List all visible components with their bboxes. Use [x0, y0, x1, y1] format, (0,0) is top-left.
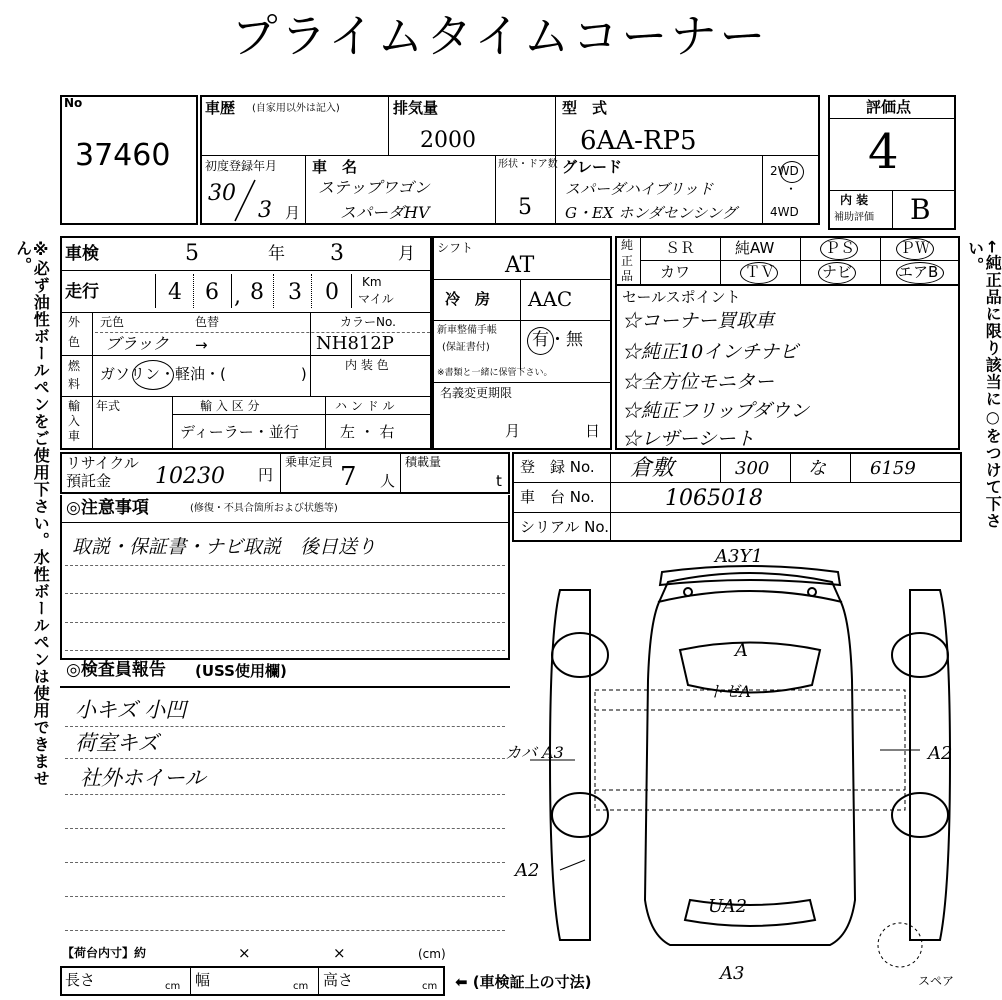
drive-4wd: 4WD — [770, 205, 799, 219]
interior-value: B — [910, 193, 931, 226]
cargo-note: ⬅ (車検証上の寸法) — [455, 973, 592, 991]
cargo-height-label: 高さ — [323, 971, 354, 989]
new-car-note: ※書類と一緒に保管下さい。 — [437, 368, 553, 378]
load-unit: t — [496, 472, 502, 490]
score-label: 評価点 — [866, 98, 912, 116]
cargo-x1: × — [238, 944, 251, 962]
doors-label: 形状・ドア数 — [498, 159, 558, 170]
inspection-month: 3 — [330, 241, 344, 266]
chassis-label: 車 台 No. — [520, 488, 595, 506]
car-name-line2: スパーダHV — [340, 203, 430, 222]
model-value: 6AA-RP5 — [580, 126, 697, 156]
inspector-line-3: 社外ホイール — [80, 766, 206, 790]
mark-rear-bumper: A3 — [720, 963, 745, 984]
capacity-unit: 人 — [380, 472, 396, 490]
serial-label: シリアル No. — [520, 518, 610, 536]
recycle-label-1: リサイクル — [66, 454, 139, 472]
import-class-label: 輸 入 区 分 — [200, 399, 260, 413]
cargo-label: 【荷台内寸】約 — [62, 946, 147, 960]
equip-sr: ＳＲ — [665, 239, 696, 257]
import-label-1: 輸 — [68, 399, 81, 413]
interior-color-label: 内 装 色 — [345, 358, 389, 372]
equip-pw-circle — [896, 238, 934, 260]
equip-aw: 純AW — [735, 239, 775, 257]
equip-label-1: 純 — [621, 238, 634, 252]
capacity-label: 乗車定員 — [285, 455, 334, 469]
inspector-label: ◎検査員報告 — [66, 660, 166, 680]
name-change-day: 日 — [585, 422, 601, 440]
color-arrow: → — [195, 336, 208, 354]
mark-rear: UA2 — [708, 896, 748, 917]
recycle-value: 10230 — [155, 464, 225, 489]
equip-navi: ナビ — [822, 263, 853, 281]
mark-bonnet: A — [735, 640, 748, 661]
inspection-month-unit: 月 — [398, 244, 415, 264]
sales-points-label: セールスポイント — [622, 288, 741, 306]
model-label: 型 式 — [562, 99, 608, 117]
new-car-sub: (保証書付) — [442, 342, 490, 353]
import-year-label: 年式 — [96, 399, 121, 413]
grade-line2: G・EX ホンダセンシング — [565, 204, 737, 222]
equip-leather: カワ — [660, 263, 691, 281]
spare-label: スペア — [918, 974, 955, 988]
grade-label: グレード — [562, 158, 623, 176]
capacity-value: 7 — [340, 462, 357, 492]
import-label-2: 入 — [68, 414, 81, 428]
mileage-digit-2: 6 — [205, 280, 219, 305]
history-label: 車歴 — [205, 99, 236, 117]
mark-right-side: A2 — [928, 743, 953, 764]
mileage-digit-1: 4 — [168, 280, 182, 305]
right-side-note: ←純正品に限り該当に○をつけて下さい。 — [965, 240, 1002, 530]
sales-point-4: ☆純正フリップダウン — [622, 400, 810, 422]
doors-value: 5 — [518, 195, 532, 220]
aircon-label: 冷 房 — [445, 290, 491, 308]
lot-number: 37460 — [75, 138, 171, 173]
handle-value: 左 ・ 右 — [340, 423, 395, 441]
score-value: 4 — [868, 124, 899, 180]
page-title: プライムタイムコーナー — [231, 9, 769, 63]
load-label: 積載量 — [405, 455, 442, 469]
shift-value: AT — [505, 253, 535, 278]
exterior-label-1: 外 — [68, 315, 81, 329]
first-reg-month-unit: 月 — [285, 204, 301, 222]
left-side-note: ※必ず油性ボールペンをご使用下さい。水性ボールペンは使用できません。 — [13, 240, 51, 787]
inspection-year-unit: 年 — [268, 244, 285, 264]
equip-airbag-circle — [896, 262, 944, 284]
chassis-value: 1065018 — [665, 486, 763, 511]
equip-ps: ＰＳ — [825, 239, 856, 257]
mileage-comma: , — [234, 284, 241, 309]
fuel-value: ガソリン・軽油・( ) — [100, 365, 307, 383]
equip-tv-circle — [740, 262, 778, 284]
orig-color-label: 元色 — [100, 315, 125, 329]
exterior-label-2: 色 — [68, 335, 81, 349]
inspector-line-2: 荷室キズ — [75, 731, 159, 755]
notes-box — [60, 495, 510, 660]
new-car-value: 有・無 — [532, 330, 583, 350]
cargo-width-label: 幅 — [195, 971, 211, 989]
equip-navi-circle — [818, 262, 856, 284]
cargo-box — [60, 966, 445, 996]
registration-label: 登 録 No. — [520, 458, 595, 476]
car-diagram — [540, 560, 960, 960]
drive-2wd: 2WD — [770, 164, 799, 178]
handle-label: ハ ン ド ル — [335, 399, 395, 413]
orig-color-value: ブラック — [105, 334, 169, 353]
grade-line1: スパーダハイブリッド — [565, 180, 714, 198]
inspection-year: 5 — [185, 241, 199, 266]
first-reg-slash — [230, 178, 260, 223]
mileage-unit-mile: マイル — [358, 292, 394, 306]
recycle-label-2: 預託金 — [66, 472, 112, 490]
color-no-label: カラーNo. — [340, 315, 396, 329]
first-reg-month: 3 — [258, 198, 272, 223]
cargo-height-cm: cm — [422, 981, 438, 992]
car-name-label: 車 名 — [312, 158, 358, 176]
drive-circle — [780, 161, 804, 183]
displacement-value: 2000 — [420, 128, 476, 153]
mileage-digit-5: 0 — [325, 280, 339, 305]
sales-point-3: ☆全方位モニター — [622, 371, 775, 393]
aircon-value: AAC — [528, 287, 573, 311]
notes-label: ◎注意事項 — [66, 498, 149, 518]
displacement-label: 排気量 — [393, 99, 439, 117]
color-no-value: NH812P — [316, 333, 394, 354]
first-reg-year: 30 — [208, 181, 236, 206]
equip-airbag: エアB — [898, 263, 939, 281]
registration-class: 300 — [735, 458, 770, 479]
history-note: (自家用以外は記入) — [252, 103, 340, 114]
fuel-label-1: 燃 — [68, 359, 81, 373]
recycle-unit: 円 — [258, 466, 274, 484]
notes-sub: (修復・不具合箇所および状態等) — [190, 503, 338, 514]
inspector-sub: (USS使用欄) — [195, 662, 287, 680]
cargo-unit: (cm) — [418, 947, 446, 961]
fuel-label-2: 料 — [68, 377, 81, 391]
registration-region: 倉敷 — [630, 456, 675, 481]
color-change-label: 色替 — [195, 315, 220, 329]
cargo-length-cm: cm — [165, 981, 181, 992]
lot-label: No — [64, 96, 83, 110]
inspection-label: 車検 — [65, 244, 99, 264]
cargo-x2: × — [333, 944, 346, 962]
name-change-month: 月 — [505, 422, 521, 440]
inspector-line-1: 小キズ 小凹 — [75, 698, 187, 722]
name-change-label: 名義変更期限 — [440, 386, 513, 400]
mileage-digit-4: 3 — [288, 280, 302, 305]
sales-point-1: ☆コーナー買取車 — [622, 310, 775, 332]
mileage-unit-km: Km — [362, 275, 382, 289]
new-car-label: 新車整備手帳 — [437, 325, 497, 336]
mileage-digit-3: 8 — [250, 280, 264, 305]
cargo-width-cm: cm — [293, 981, 309, 992]
first-reg-label: 初度登録年月 — [205, 159, 278, 173]
shift-label: シフト — [437, 241, 474, 255]
registration-number: 6159 — [870, 458, 916, 479]
interior-sub: 補助評価 — [834, 212, 874, 223]
drive-dot: ・ — [785, 182, 798, 196]
import-class-value: ディーラー・並行 — [180, 423, 299, 441]
sales-point-5: ☆レザーシート — [622, 428, 755, 450]
fuel-circle — [132, 360, 174, 390]
mark-left-rear: A2 — [515, 860, 540, 881]
car-name-line1: ステップワゴン — [318, 178, 430, 197]
equip-tv: ＴＶ — [745, 263, 776, 281]
interior-label: 内 装 — [840, 193, 869, 207]
equip-label-2: 正 — [621, 254, 634, 268]
mileage-label: 走行 — [65, 282, 99, 302]
new-car-circle — [527, 327, 554, 355]
notes-line-1: 取説・保証書・ナビ取説 後日送り — [72, 536, 377, 558]
import-label-3: 車 — [68, 429, 81, 443]
equip-ps-circle — [820, 238, 858, 260]
equip-label-3: 品 — [621, 269, 634, 283]
registration-kana: な — [808, 458, 826, 479]
mark-windshield: トゼA — [708, 682, 752, 701]
cargo-length-label: 長さ — [65, 971, 96, 989]
mark-front: A3Y1 — [715, 546, 763, 567]
equip-pw: ＰＷ — [900, 239, 931, 257]
sales-point-2: ☆純正10インチナビ — [622, 341, 799, 363]
mark-left-side: カバ A3 — [505, 743, 564, 762]
